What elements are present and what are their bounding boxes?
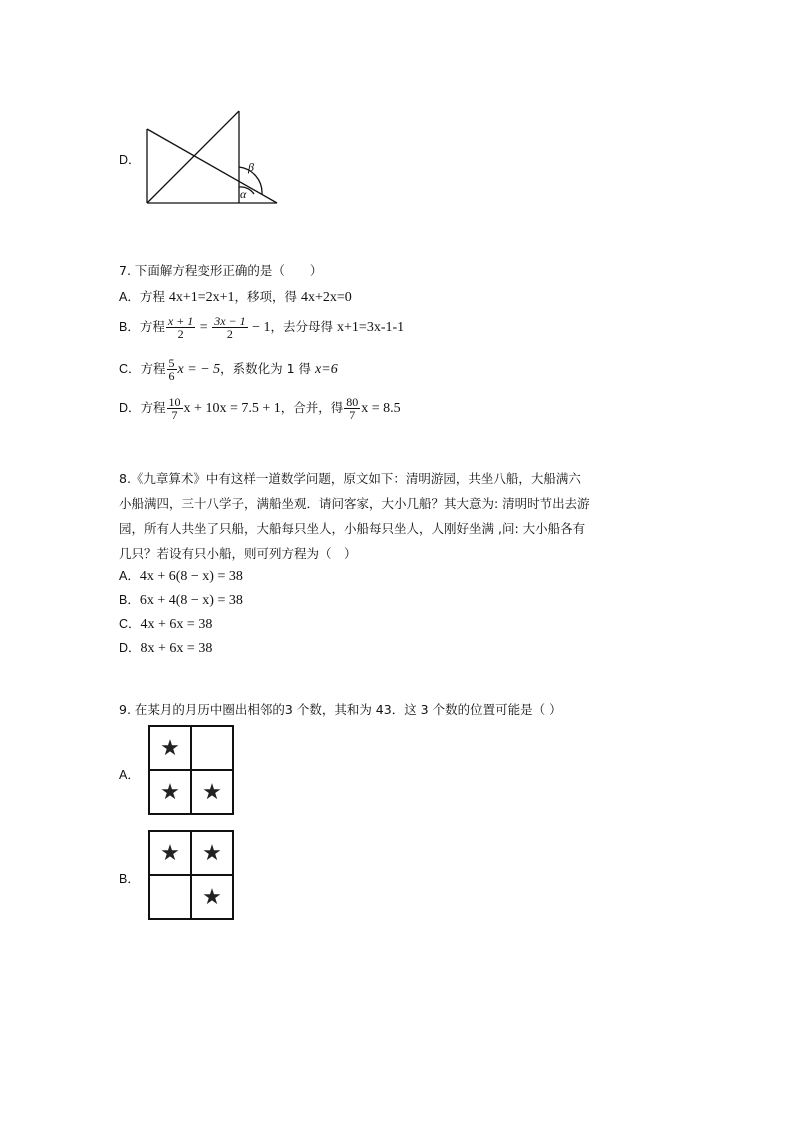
q6-option-d-figure	[140, 105, 285, 210]
star-icon: ★	[149, 831, 191, 875]
option-text: ，系数化为 1 得	[220, 361, 316, 376]
beta-symbol: β	[248, 160, 254, 174]
option-label: D．	[119, 401, 141, 415]
option-prefix: 方程	[140, 400, 166, 415]
result: x = 8.5	[361, 401, 401, 416]
star-icon: ★	[149, 770, 191, 814]
q7-option-a[interactable]	[119, 287, 352, 306]
option-label: B．	[119, 320, 140, 334]
q9-option-b-grid[interactable]	[148, 830, 234, 920]
option-label: D．	[119, 641, 141, 655]
alpha-symbol: α	[240, 187, 247, 201]
equation: x + 10x = 7.5 + 1	[183, 401, 281, 416]
fraction-numerator: 3x − 1	[214, 314, 246, 328]
fraction-denominator: 7	[349, 408, 356, 422]
fraction	[344, 396, 360, 421]
q9-option-b-label: B．	[119, 872, 140, 886]
q7-option-d[interactable]	[119, 396, 401, 421]
fraction-denominator: 7	[171, 408, 178, 422]
fraction-denominator: 6	[168, 369, 175, 383]
q8-option-d[interactable]	[119, 638, 212, 657]
fraction	[167, 357, 177, 382]
result: x+1=3x-1-1	[337, 320, 405, 335]
option-prefix: 方程	[139, 289, 169, 304]
equation: 8x + 6x = 38	[140, 641, 213, 656]
empty-cell	[191, 726, 233, 770]
fraction	[167, 396, 183, 421]
empty-cell	[149, 875, 191, 919]
q7-option-c[interactable]	[119, 357, 338, 382]
fraction-numerator: 10	[168, 395, 181, 409]
q7-title: 7. 下面解方程变形正确的是（ ）	[119, 263, 323, 278]
diagonal-up	[147, 111, 239, 203]
q8-option-a[interactable]	[119, 566, 243, 585]
star-icon: ★	[191, 770, 233, 814]
result: x=6	[315, 362, 338, 377]
star-icon: ★	[191, 831, 233, 875]
fraction	[212, 315, 247, 340]
option-prefix: 方程	[140, 361, 166, 376]
equation-tail: − 1	[248, 320, 271, 335]
equals: =	[196, 320, 212, 335]
option-text: ，合并，得	[280, 400, 344, 415]
equation: 4x+1=2x+1	[168, 290, 235, 305]
equation: 4x + 6x = 38	[140, 617, 213, 632]
star-icon: ★	[149, 726, 191, 770]
option-label: A．	[119, 569, 140, 583]
fraction-denominator: 2	[226, 327, 233, 341]
diagonal-down	[147, 129, 277, 203]
q8-line-3: 园，所有人共坐了只船，大船每只坐人，小船每只坐人，人刚好坐满 ,问: 大小船各有	[119, 521, 586, 536]
option-label: C．	[119, 617, 141, 631]
equation: x = − 5	[177, 362, 221, 377]
q8-line-1: 8.《九章算术》中有这样一道数学问题，原文如下：清明游园，共坐八船，大船满六	[119, 471, 581, 486]
option-text: ，去分母得	[270, 319, 338, 334]
q8-option-b[interactable]	[119, 590, 243, 609]
option-label: B．	[119, 593, 140, 607]
fraction-denominator: 2	[177, 327, 184, 341]
q7-option-b[interactable]	[119, 315, 404, 340]
fraction-numerator: 80	[346, 395, 359, 409]
fraction-numerator: 5	[168, 356, 175, 370]
q9-title: 9. 在某月的月历中圈出相邻的3 个数，其和为 43．这 3 个数的位置可能是（ ）	[119, 702, 562, 717]
result: 4x+2x=0	[301, 290, 352, 305]
q6-option-d-label: D．	[119, 153, 141, 167]
option-prefix: 方程	[139, 319, 165, 334]
fraction-numerator: x + 1	[167, 314, 194, 328]
option-text: ，移项，得	[234, 289, 301, 304]
q8-line-2: 小船满四，三十八学子，满船坐观．请问客家，大小几船？其大意为: 清明时节出去游	[119, 496, 590, 511]
equation: 4x + 6(8 − x) = 38	[139, 569, 243, 584]
option-label: A．	[119, 290, 140, 304]
fraction	[166, 315, 195, 340]
q9-option-a-label: A．	[119, 768, 140, 782]
option-label: C．	[119, 362, 141, 376]
q9-option-a-grid[interactable]	[148, 725, 234, 815]
q8-line-4: 几只？若设有只小船，则可列方程为（ ）	[119, 546, 357, 561]
star-icon: ★	[191, 875, 233, 919]
equation: 6x + 4(8 − x) = 38	[139, 593, 243, 608]
q8-option-c[interactable]	[119, 614, 212, 633]
